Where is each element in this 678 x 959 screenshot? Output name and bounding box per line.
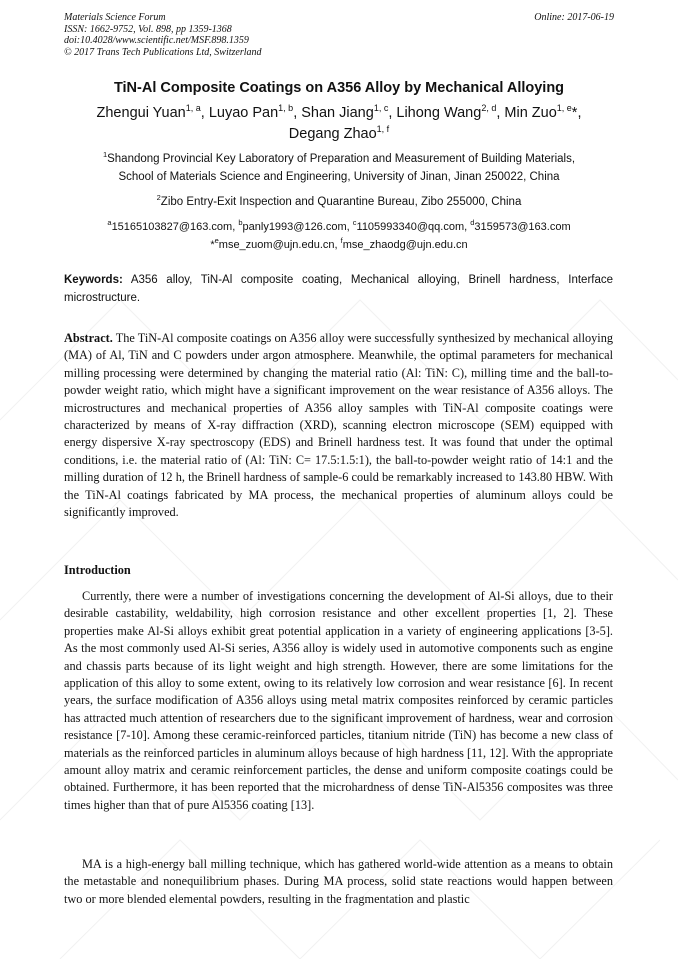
keywords-text: A356 alloy, TiN-Al composite coating, Mechanical alloying, Brinell hardness, Interface microstructure.: [64, 274, 614, 304]
abstract: [64, 330, 613, 521]
affiliation-2: $^2$Zibo Entry-Exit Inspection and Quarantine Bureau, Zibo 255000, China: [156, 193, 522, 208]
doi-line: doi:10.4028/www.scientific.net/MSF.898.1359: [64, 35, 249, 46]
email-list: [40, 218, 638, 254]
journal-header: [64, 12, 262, 58]
intro-paragraph-2: MA is a high-energy ball milling technique, which has gathered world-wide attention as a means to obtain the metastable and nonequilibrium phases. During MA process, solid state reactions would happen between two or more blended elemental powders, resulting in the fragmentation and plastic: [64, 857, 613, 906]
author: Min Zuo$^{1, e}$*,: [504, 103, 582, 121]
abstract-label: Abstract.: [64, 331, 113, 345]
keywords: [64, 272, 613, 307]
abstract-text: The TiN-Al composite coatings on A356 alloy were successfully synthesized by mechanical alloying (MA) of Al, TiN and C powders under argon atmosphere. Meanwhile, the optimal parameters for mechanical milling processing were determined by changing the material ratio (Al: TiN: C), milling time and the ball-to-powder weight ratio, which might have a significant improvement on the wear resistance of A356 alloys. The microstructures and mechanical properties of A356 alloy samples with TiN-Al composite coatings were characterized by means of X-ray diffraction (XRD), scanning electron microscope (SEM) equipped with energy dispersive X-ray spectroscopy (EDS) and Brinell hardness test. It was found that under the optimal conditions, i.e. the material ratio of (Al: TiN: C= 17.5:1.5:1), the ball-to-powder weight ratio of 14:1 and the milling duration of 12 h, the Brinell hardness of sample-6 could be remarkably increased to 143.80 HBW. With the TiN-Al coatings fabricated by MA process, the mechanical properties of aluminum alloys could be significantly improved.: [64, 331, 614, 520]
copyright-line: © 2017 Trans Tech Publications Ltd, Switzerland: [64, 46, 262, 58]
online-date: Online: 2017-06-19: [534, 12, 614, 23]
journal-name: Materials Science Forum: [64, 12, 166, 23]
email: $^d$3159573@163.com: [470, 218, 571, 233]
section-heading-introduction: Introduction: [64, 563, 131, 577]
keywords-label: Keywords:: [64, 274, 123, 286]
email: $^c$1105993340@qq.com,: [352, 218, 471, 233]
email: $^b$panly1993@126.com,: [238, 218, 353, 233]
author: Zhengui Yuan$^{1, a}$,: [96, 103, 209, 121]
affiliation-1: $^1$Shandong Provincial Key Laboratory of Preparation and Measurement of Building Materials, School of Materials Science and Engineering, University of Jinan, Jinan 250022, China: [102, 150, 576, 183]
paper-title: TiN-Al Composite Coatings on A356 Alloy by Mechanical Alloying: [113, 80, 565, 96]
intro-paragraph-1: Currently, there were a number of investigations concerning the development of Al-Si alloys, due to their desirable castability, weldability, high corrosion resistance and other excellent properties [1, 2]. These properties make Al-Si alloys exhibit great potential application in a variety of engineering applications [3-5]. As the most commonly used Al-Si series, A356 alloy is widely used in automotive components such as engine and chassis parts because of its light weight and high strength. However, there are some limitations for the application of this alloy to some extent, owing to its relatively low corrosion and wear resistance [6]. In recent years, the surface modification of A356 alloys using metal matrix composites reinforced by ceramic particles has attracted much attention of researchers due to the significant improvement of hardness, wear and corrosion resistance [7-10]. Among these ceramic-reinforced particles, titanium nitride (TiN) has become a new class of materials as the reinforced particles in aluminum alloys because of high hardness [11, 12]. With the appropriate amount alloy matrix and ceramic reinforcement particles, the dense and uniform composite coatings could be obtained. Furthermore, it has been reported that the microhardness of dense TiN-Al5356 composites was three times higher than that of pure Al5356 coating [13].: [64, 589, 613, 812]
author-list: [40, 103, 638, 145]
email: $^a$15165103827@163.com,: [107, 218, 239, 233]
author: Luyao Pan$^{1, b}$,: [208, 103, 302, 121]
email: *$^e$mse_zuom@ujn.edu.cn,: [210, 236, 341, 251]
author: Degang Zhao$^{1, f}$: [288, 124, 390, 142]
author: Shan Jiang$^{1, c}$,: [301, 103, 397, 121]
email: $^f$mse_zhaodg@ujn.edu.cn: [340, 236, 468, 251]
author: Lihong Wang$^{2, d}$,: [396, 103, 505, 121]
issn-line: ISSN: 1662-9752, Vol. 898, pp 1359-1368: [64, 23, 232, 35]
